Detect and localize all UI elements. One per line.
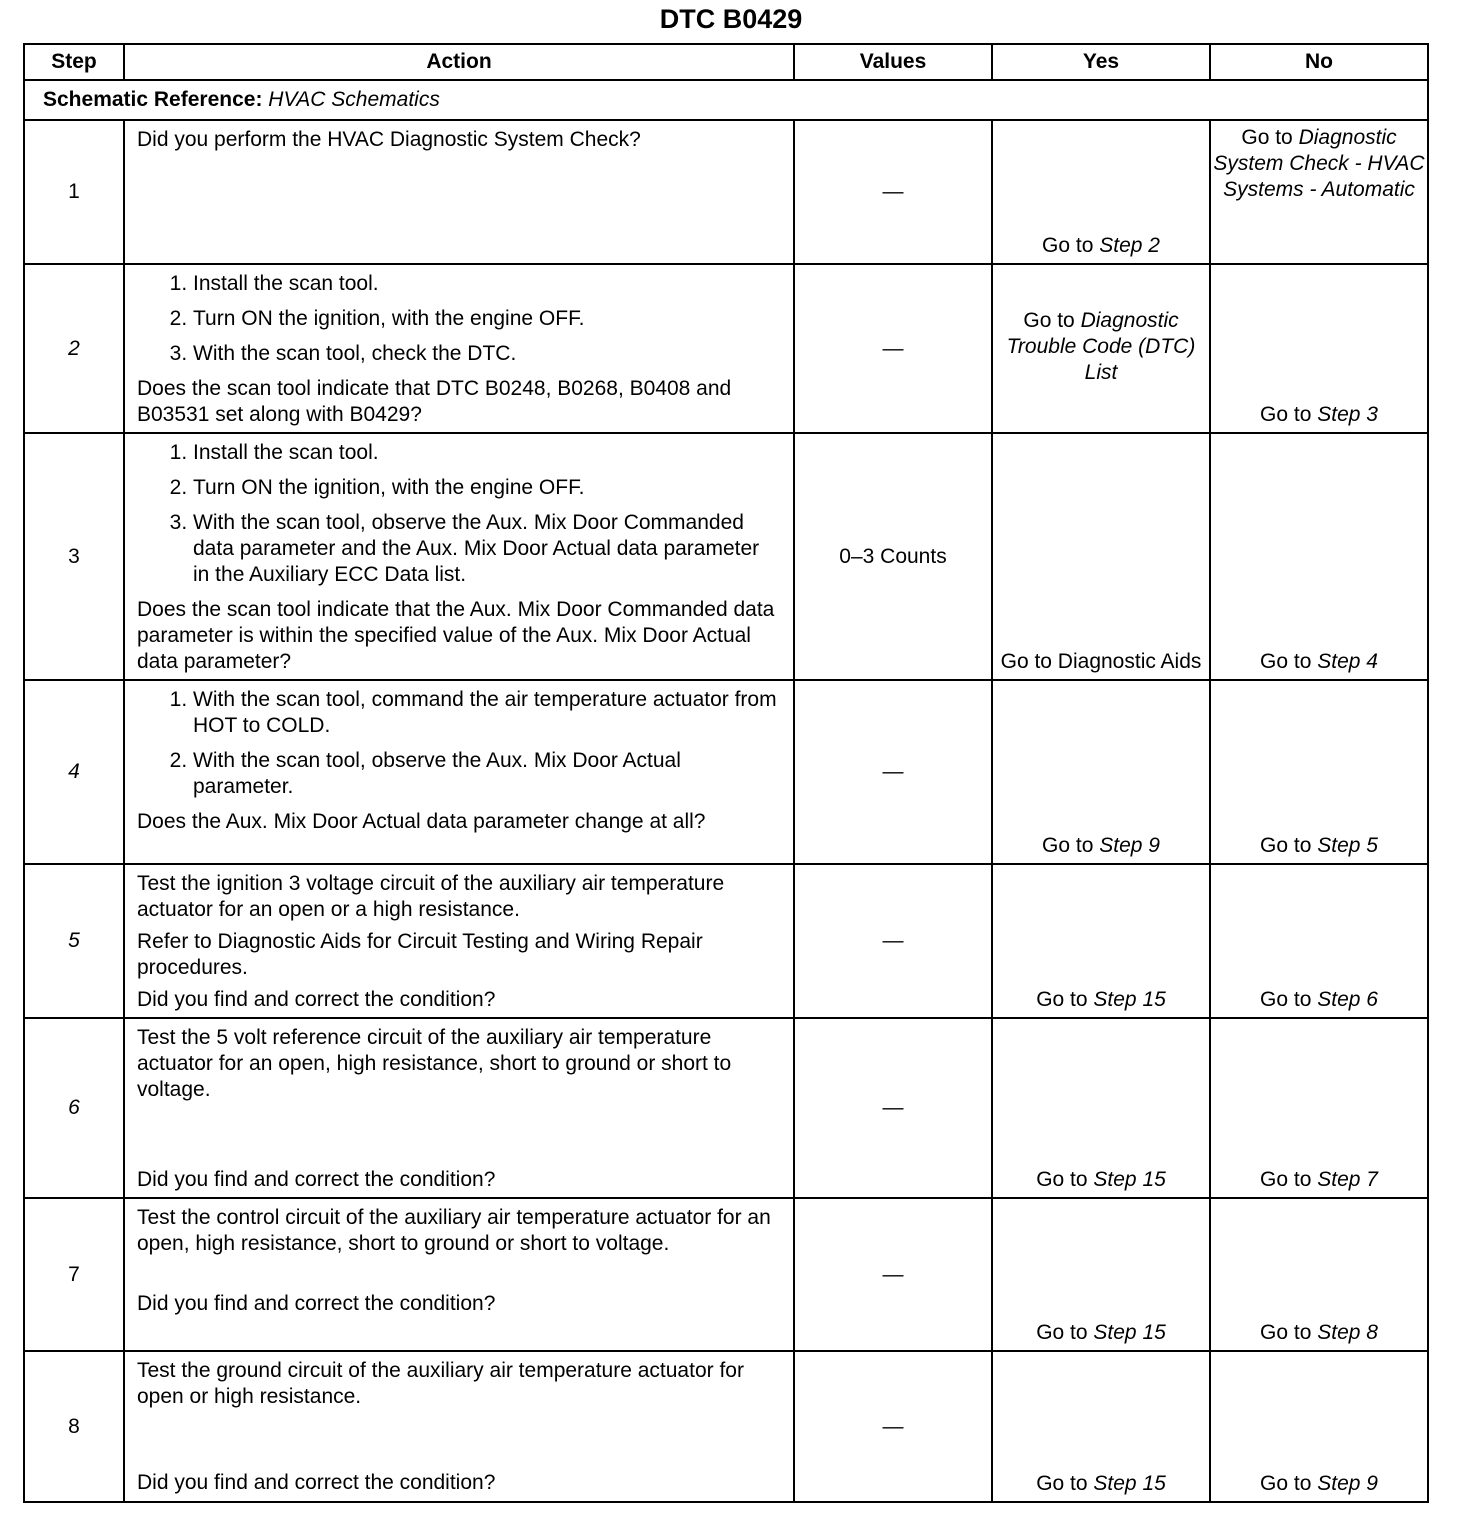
go-to-text: Go to xyxy=(1260,1168,1312,1191)
action-step: 2. Turn ON the ignition, with the engine OFF. xyxy=(193,306,781,332)
go-to-text: Go to xyxy=(1260,834,1312,857)
go-to-text: Go to xyxy=(1260,650,1312,673)
action-text: Test the 5 volt reference circuit of the auxiliary air temperature actuator for an open, high resistance, short to ground or short to voltage. xyxy=(137,1026,732,1101)
action-cell xyxy=(124,680,794,864)
step-number: 5 xyxy=(24,864,124,1018)
spacer xyxy=(137,1416,781,1470)
step-number: 8 xyxy=(24,1351,124,1502)
values-cell: — xyxy=(794,120,992,264)
action-cell xyxy=(124,264,794,433)
step-number: 6 xyxy=(24,1018,124,1198)
no-cell xyxy=(1210,433,1428,680)
go-to-text: Go to xyxy=(1042,234,1094,257)
spacer xyxy=(137,1263,781,1291)
action-step: 1. With the scan tool, command the air temperature actuator from HOT to COLD. xyxy=(193,687,781,739)
action-step: 2. With the scan tool, observe the Aux. Mix Door Actual parameter. xyxy=(193,748,781,800)
yes-cell xyxy=(992,1351,1210,1502)
no-link[interactable]: Step 3 xyxy=(1317,403,1378,426)
values-cell: — xyxy=(794,864,992,1018)
go-to-text: Go to xyxy=(1260,1321,1312,1344)
action-cell xyxy=(124,1351,794,1502)
action-text: Refer to Diagnostic Aids for Circuit Testing and Wiring Repair procedures. xyxy=(137,930,703,979)
values-cell: 0–3 Counts xyxy=(794,433,992,680)
table-row xyxy=(24,1018,1428,1198)
yes-link[interactable]: Step 9 xyxy=(1099,834,1160,857)
no-cell xyxy=(1210,680,1428,864)
go-to-text: Go to xyxy=(1260,403,1312,426)
go-to-text: Go to xyxy=(1036,1321,1088,1344)
header-values: Values xyxy=(794,44,992,80)
table-row xyxy=(24,1351,1428,1502)
yes-cell xyxy=(992,433,1210,680)
step-number: 4 xyxy=(24,680,124,864)
values-cell: — xyxy=(794,1198,992,1351)
go-to-text: Go to xyxy=(1042,834,1094,857)
page-title: DTC B0429 xyxy=(659,4,803,34)
table-row xyxy=(24,120,1428,264)
schematic-link[interactable]: HVAC Schematics xyxy=(268,88,440,111)
values-cell: — xyxy=(794,264,992,433)
yes-link[interactable]: Step 15 xyxy=(1093,1168,1166,1191)
action-question: Does the scan tool indicate that the Aux. Mix Door Commanded data parameter is within the specified value of the Aux. Mix Door Actual data parameter? xyxy=(137,598,775,673)
table-row xyxy=(24,264,1428,433)
header-step: Step xyxy=(24,44,124,80)
yes-cell xyxy=(992,1198,1210,1351)
action-text: Test the ignition 3 voltage circuit of the auxiliary air temperature actuator for an open or a high resistance. xyxy=(137,872,725,921)
action-question: Did you find and correct the condition? xyxy=(137,988,496,1011)
header-yes: Yes xyxy=(992,44,1210,80)
dtc-table xyxy=(23,43,1429,1503)
schematic-reference-row xyxy=(24,80,1428,120)
table-row xyxy=(24,1198,1428,1351)
yes-link[interactable]: Step 15 xyxy=(1093,1472,1166,1495)
header-no: No xyxy=(1210,44,1428,80)
action-step: 3. With the scan tool, observe the Aux. Mix Door Commanded data parameter and the Aux. Mix Door Actual data parameter in the Auxiliary ECC Data list. xyxy=(193,510,781,588)
go-to-text: Go to xyxy=(1036,1168,1088,1191)
step-number: 7 xyxy=(24,1198,124,1351)
go-to-text: Go to xyxy=(1036,988,1088,1011)
action-text: Test the ground circuit of the auxiliary air temperature actuator for open or high resistance. xyxy=(137,1359,744,1408)
step-number: 3 xyxy=(24,433,124,680)
no-link[interactable]: Step 9 xyxy=(1317,1472,1378,1495)
no-link[interactable]: Step 7 xyxy=(1317,1168,1378,1191)
yes-cell xyxy=(992,120,1210,264)
action-step: 3. With the scan tool, check the DTC. xyxy=(193,341,781,367)
action-question: Did you find and correct the condition? xyxy=(137,1471,496,1494)
no-link[interactable]: Step 5 xyxy=(1317,834,1378,857)
yes-cell xyxy=(992,1018,1210,1198)
action-question: Does the Aux. Mix Door Actual data parameter change at all? xyxy=(137,810,706,833)
action-question: Did you find and correct the condition? xyxy=(137,1168,496,1191)
no-cell xyxy=(1210,264,1428,433)
yes-link[interactable]: Step 15 xyxy=(1093,988,1166,1011)
yes-link[interactable]: Step 2 xyxy=(1099,234,1160,257)
action-cell xyxy=(124,864,794,1018)
action-question: Does the scan tool indicate that DTC B0248, B0268, B0408 and B03531 set along with B0429? xyxy=(137,377,732,426)
table-row xyxy=(24,433,1428,680)
schematic-label: Schematic Reference: xyxy=(43,88,263,111)
action-cell xyxy=(124,120,794,264)
action-cell xyxy=(124,1198,794,1351)
action-step: 1. Install the scan tool. xyxy=(193,440,781,466)
action-step: 1. Install the scan tool. xyxy=(193,271,781,297)
action-text: Test the control circuit of the auxiliary air temperature actuator for an open, high resistance, short to ground or short to voltage. xyxy=(137,1206,771,1255)
go-to-text: Go to xyxy=(1260,988,1312,1011)
yes-link[interactable]: Go to Diagnostic Aids xyxy=(1000,650,1202,673)
go-to-text: Go to xyxy=(1023,308,1075,332)
no-cell xyxy=(1210,120,1428,264)
go-to-text: Go to xyxy=(1260,1472,1312,1495)
action-question: Did you find and correct the condition? xyxy=(137,1292,496,1315)
table-row xyxy=(24,864,1428,1018)
no-link[interactable]: Step 8 xyxy=(1317,1321,1378,1344)
yes-cell xyxy=(992,680,1210,864)
values-cell: — xyxy=(794,680,992,864)
action-step: 2. Turn ON the ignition, with the engine OFF. xyxy=(193,475,781,501)
no-link[interactable]: Diagnostic System Check - HVAC Systems - Automatic xyxy=(1213,126,1425,201)
header-row xyxy=(24,44,1428,80)
no-cell xyxy=(1210,1351,1428,1502)
no-link[interactable]: Step 6 xyxy=(1317,988,1378,1011)
action-text: Did you perform the HVAC Diagnostic System Check? xyxy=(137,128,641,151)
spacer xyxy=(137,1109,781,1167)
yes-link[interactable]: Diagnostic Trouble Code (DTC) List xyxy=(1006,308,1196,384)
step-number: 1 xyxy=(24,120,124,264)
no-cell xyxy=(1210,1198,1428,1351)
go-to-text: Go to xyxy=(1241,126,1293,149)
yes-cell xyxy=(992,864,1210,1018)
yes-cell xyxy=(992,264,1210,433)
no-link[interactable]: Step 4 xyxy=(1317,650,1378,673)
values-cell: — xyxy=(794,1018,992,1198)
go-to-text: Go to xyxy=(1036,1472,1088,1495)
schematic-reference xyxy=(24,80,1428,120)
no-cell xyxy=(1210,1018,1428,1198)
action-cell xyxy=(124,1018,794,1198)
values-cell: — xyxy=(794,1351,992,1502)
table-row xyxy=(24,680,1428,864)
no-cell xyxy=(1210,864,1428,1018)
action-cell xyxy=(124,433,794,680)
yes-link[interactable]: Step 15 xyxy=(1093,1321,1166,1344)
header-action: Action xyxy=(124,44,794,80)
step-number: 2 xyxy=(24,264,124,433)
